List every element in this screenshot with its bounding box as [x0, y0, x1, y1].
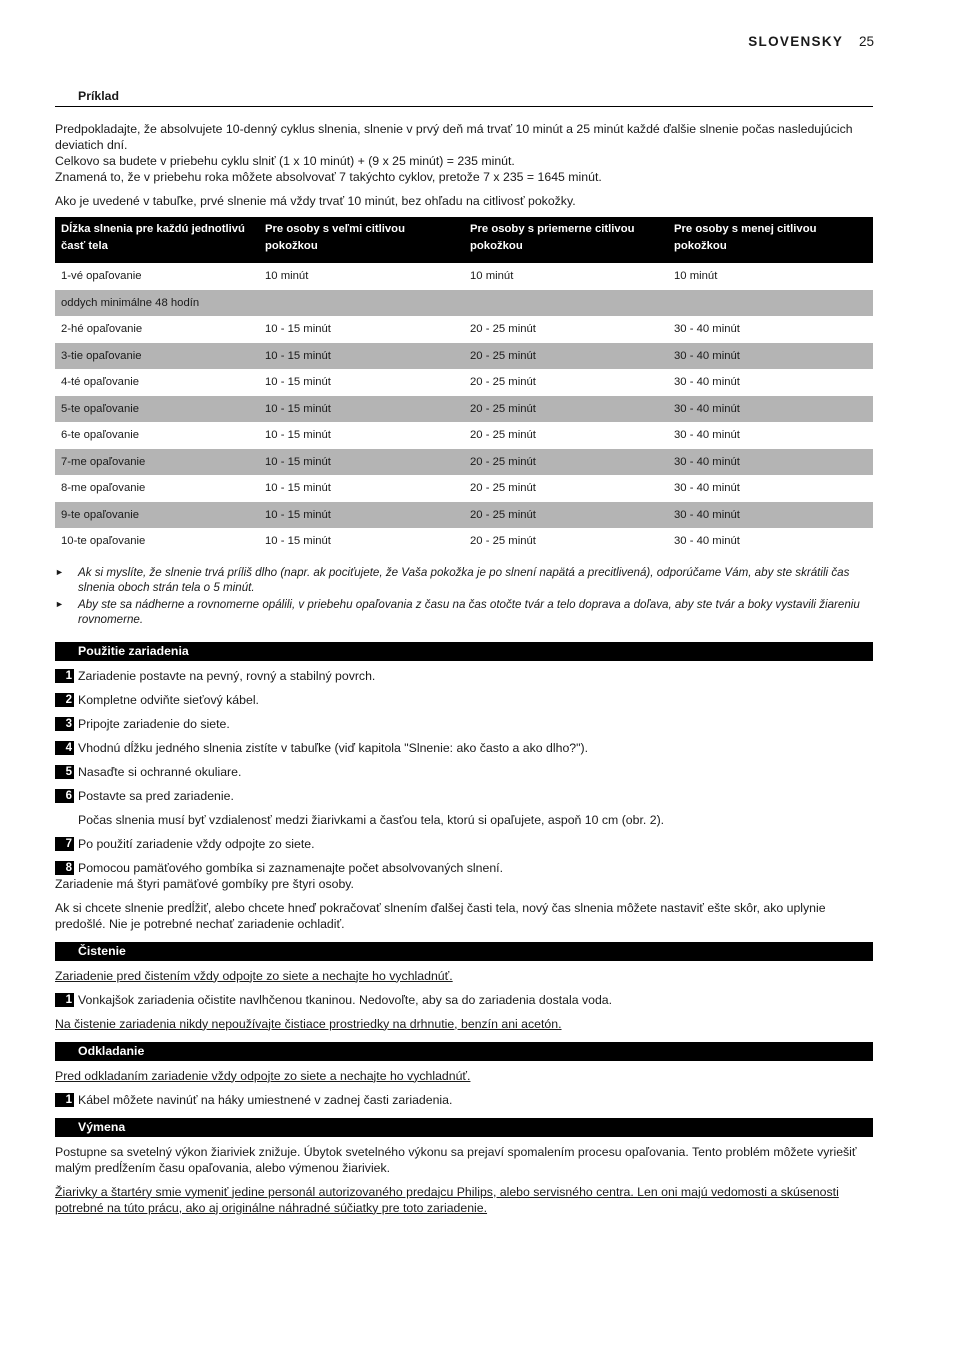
- extend-session-paragraph: Ak si chcete slnenie predĺžiť, alebo chcete hneď pokračovať slnením ďalšej časti tela, nový čas slnenia môžete nastaviť ešte skôr, ako uplynie predošlé. Nie je potrebné nechať zariadenie ochladiť.: [55, 900, 826, 931]
- table-row: [55, 316, 873, 343]
- table-cell: 20 - 25 minút: [464, 343, 668, 370]
- table-cell: 30 - 40 minút: [668, 449, 873, 476]
- step-number: 2: [55, 693, 74, 707]
- table-cell: 8-me opaľovanie: [61, 482, 146, 495]
- table-header-row: [55, 217, 873, 263]
- step-number: 3: [55, 717, 74, 731]
- table-cell: 10 minút: [265, 270, 309, 283]
- table-cell: 30 - 40 minút: [674, 482, 740, 495]
- table-cell: 10-te opaľovanie: [61, 535, 146, 548]
- table-cell: 20 - 25 minút: [470, 429, 536, 442]
- table-cell: [668, 290, 873, 317]
- table-cell: 20 - 25 minút: [470, 323, 536, 336]
- replacement-section-title: Výmena: [55, 1118, 873, 1137]
- table-row: [55, 396, 873, 423]
- table-cell: 30 - 40 minút: [668, 343, 873, 370]
- table-row: [55, 343, 873, 370]
- step-text: Zariadenie postavte na pevný, rovný a stabilný povrch.: [78, 668, 376, 683]
- step-text: Vhodnú dĺžku jedného slnenia zistíte v tabuľke (viď kapitola "Slnenie: ako často a ako dlho?").: [78, 740, 589, 755]
- table-cell: 6-te opaľovanie: [61, 429, 140, 442]
- usage-section-title: Použitie zariadenia: [55, 642, 873, 661]
- page-number: 25: [858, 34, 874, 49]
- table-intro: Ako je uvedené v tabuľke, prvé slnenie má vždy trvať 10 minút, bez ohľadu na citlivosť pokožky.: [55, 194, 576, 208]
- table-cell: 20 - 25 minút: [470, 376, 536, 389]
- page-content: [55, 88, 873, 1224]
- usage-step: [55, 668, 873, 684]
- table-header-cell: Dĺžka slnenia pre každú jednotlivú časť tela: [55, 217, 259, 263]
- table-row: [55, 369, 873, 396]
- table-cell: 30 - 40 minút: [674, 429, 740, 442]
- example-heading: Príklad: [55, 88, 873, 107]
- table-cell: 7-me opaľovanie: [55, 449, 259, 476]
- step-text: Vonkajšok zariadenia očistite navlhčenou tkaninou. Nedovoľte, aby sa do zariadenia dostala voda.: [78, 992, 613, 1007]
- table-row: [55, 263, 873, 290]
- table-cell: 10 - 15 minút: [265, 482, 331, 495]
- table-cell: 4-té opaľovanie: [61, 376, 140, 389]
- table-cell: 5-te opaľovanie: [55, 396, 259, 423]
- table-cell: 20 - 25 minút: [464, 449, 668, 476]
- step-number: 6: [55, 789, 74, 803]
- table-cell: 10 - 15 minút: [265, 323, 331, 336]
- table-cell: oddych minimálne 48 hodín: [55, 290, 259, 317]
- usage-step: [55, 692, 873, 708]
- step-text: Pomocou pamäťového gombíka si zaznamenajte počet absolvovaných slnení.: [78, 860, 504, 875]
- example-line: Znamená to, že v priebehu roka môžete absolvovať 7 takýchto cyklov, pretože 7 x 235 = 1645 minút.: [55, 170, 602, 184]
- table-cell: 30 - 40 minút: [674, 535, 740, 548]
- cleaning-section-title: Čistenie: [55, 942, 873, 961]
- step-number: 1: [55, 669, 74, 683]
- tip-text: Aby ste sa nádherne a rovnomerne opálili, v priebehu opaľovania z času na čas otočte tvár a telo doprava a doľava, aby ste tvár a boky vystavili žiareniu rovnomerne.: [78, 597, 860, 626]
- table-cell: 10 - 15 minút: [259, 396, 464, 423]
- language-label: SLOVENSKY: [748, 34, 844, 49]
- step-text: Kábel môžete navinúť na háky umiestnené v zadnej časti zariadenia.: [78, 1092, 453, 1107]
- memory-knobs-note: Zariadenie má štyri pamäťové gombíky pre štyri osoby.: [55, 876, 354, 891]
- step-number: 4: [55, 741, 74, 755]
- table-cell: 10 minút: [470, 270, 514, 283]
- example-paragraph: [55, 121, 873, 185]
- step-text: Kompletne odviňte sieťový kábel.: [78, 692, 259, 707]
- step-text: Po použití zariadenie vždy odpojte zo siete.: [78, 836, 315, 851]
- example-line: Celkovo sa budete v priebehu cyklu slniť (1 x 10 minút) + (9 x 25 minút) = 235 minút.: [55, 154, 515, 168]
- table-cell: 10 - 15 minút: [259, 449, 464, 476]
- tip-text: Ak si myslíte, že slnenie trvá príliš dlho (napr. ak pociťujete, že Vaša pokožka je po slnení napätá a precitlivená), odporúčame Vám, aby ste skrátili čas slnenia oboch strán tela o 5 minút.: [78, 565, 850, 594]
- storage-step: [55, 1092, 873, 1108]
- table-cell: 20 - 25 minút: [470, 482, 536, 495]
- triangle-bullet-icon: ►: [55, 566, 64, 577]
- step-number: 1: [55, 993, 74, 1007]
- usage-step: [55, 836, 873, 852]
- table-cell: [259, 290, 464, 317]
- table-cell: 10 - 15 minút: [265, 535, 331, 548]
- step-number: 1: [55, 1093, 74, 1107]
- table-cell: 30 - 40 minút: [668, 396, 873, 423]
- usage-step: [55, 740, 873, 756]
- step-number: 5: [55, 765, 74, 779]
- table-cell: 20 - 25 minút: [464, 502, 668, 529]
- table-cell: 3-tie opaľovanie: [55, 343, 259, 370]
- example-line: Predpokladajte, že absolvujete 10-denný cyklus slnenia, slnenie v prvý deň má trvať 10 minút a 25 minút každé ďalšie slnenie počas nasledujúcich deviatich dní.: [55, 122, 853, 152]
- step-text: Nasaďte si ochranné okuliare.: [78, 764, 242, 779]
- list-item: [55, 597, 873, 628]
- step-number: 8: [55, 861, 74, 875]
- table-row: [55, 449, 873, 476]
- table-cell: 10 - 15 minút: [259, 343, 464, 370]
- cleaning-step: [55, 992, 873, 1008]
- cleaning-warning-2: Na čistenie zariadenia nikdy nepoužívajte čistiace prostriedky na drhnutie, benzín ani acetón.: [55, 1016, 562, 1031]
- table-cell: 20 - 25 minút: [470, 535, 536, 548]
- table-cell: 10 - 15 minút: [265, 376, 331, 389]
- tanning-schedule-table: [55, 217, 873, 555]
- table-row: [55, 290, 873, 317]
- step-number: 7: [55, 837, 74, 851]
- table-cell: 30 - 40 minút: [668, 502, 873, 529]
- table-cell: 30 - 40 minút: [674, 376, 740, 389]
- table-cell: 30 - 40 minút: [674, 323, 740, 336]
- table-row: [55, 502, 873, 529]
- table-cell: 2-hé opaľovanie: [61, 323, 143, 336]
- table-cell: 20 - 25 minút: [464, 396, 668, 423]
- triangle-bullet-icon: ►: [55, 598, 64, 609]
- replacement-warning: Žiarivky a štartéry smie vymeniť jedine personál autorizovaného predajcu Philips, alebo servisného centra. Len oni majú vedomosti a skúsenosti potrebné na túto prácu, ako aj originálne náhradné súčiatky pre toto zariadenie.: [55, 1184, 839, 1215]
- step-text: Pripojte zariadenie do siete.: [78, 716, 230, 731]
- table-cell: [464, 290, 668, 317]
- usage-step: [55, 860, 873, 876]
- usage-step: [55, 716, 873, 732]
- table-cell: 9-te opaľovanie: [55, 502, 259, 529]
- table-header-cell: Pre osoby s veľmi citlivou pokožkou: [259, 217, 464, 263]
- tips-list: [55, 565, 873, 628]
- usage-step: [55, 764, 873, 780]
- step6-note: Počas slnenia musí byť vzdialenosť medzi žiarivkami a časťou tela, ktorú si opaľujete, aspoň 10 cm (obr. 2).: [78, 812, 665, 827]
- page-header: [748, 34, 874, 49]
- table-row: [55, 528, 873, 555]
- table-row: [55, 422, 873, 449]
- storage-warning: Pred odkladaním zariadenie vždy odpojte zo siete a nechajte ho vychladnúť.: [55, 1068, 471, 1083]
- table-cell: 10 minút: [674, 270, 718, 283]
- usage-step: [55, 788, 873, 804]
- step-text: Postavte sa pred zariadenie.: [78, 788, 234, 803]
- table-row: [55, 475, 873, 502]
- table-header-cell: Pre osoby s menej citlivou pokožkou: [668, 217, 873, 263]
- replacement-paragraph: Postupne sa svetelný výkon žiariviek znižuje. Úbytok svetelného výkonu sa prejaví spomalením procesu opaľovania. Tento problém môžete vyriešiť malým predĺžením času opaľovania, alebo výmenou žiariviek.: [55, 1144, 857, 1175]
- table-cell: 10 - 15 minút: [265, 429, 331, 442]
- table-cell: 10 - 15 minút: [259, 502, 464, 529]
- table-cell: 1-vé opaľovanie: [61, 270, 142, 283]
- table-header-cell: Pre osoby s priemerne citlivou pokožkou: [464, 217, 668, 263]
- cleaning-warning: Zariadenie pred čistením vždy odpojte zo siete a nechajte ho vychladnúť.: [55, 968, 453, 983]
- list-item: [55, 565, 873, 596]
- storage-section-title: Odkladanie: [55, 1042, 873, 1061]
